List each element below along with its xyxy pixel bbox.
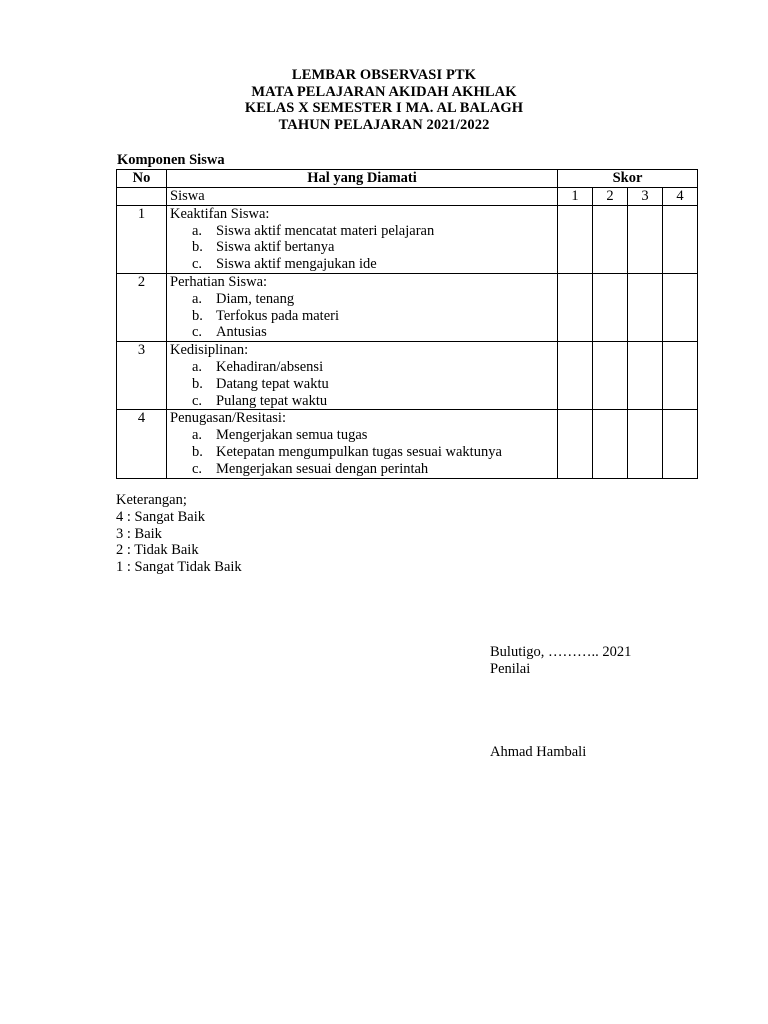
observation-title: Keaktifan Siswa: <box>170 205 270 222</box>
title-line: LEMBAR OBSERVASI PTK <box>291 67 477 83</box>
item-text: Ketepatan mengumpulkan tugas sesuai waktunya <box>216 443 502 460</box>
table-row <box>117 273 698 341</box>
item-text: Mengerjakan sesuai dengan perintah <box>216 460 429 477</box>
document-title <box>0 67 768 133</box>
score-cell[interactable] <box>628 342 663 410</box>
observation-item <box>170 376 557 393</box>
observation-item <box>170 324 557 341</box>
observation-cell <box>167 205 558 273</box>
observation-item <box>170 427 557 444</box>
item-text: Diam, tenang <box>216 290 295 307</box>
column-header-no: No <box>117 170 167 188</box>
signer-role: Penilai <box>490 661 531 677</box>
row-number: 4 <box>117 410 167 478</box>
column-header-hal: Hal yang Diamati <box>167 170 558 188</box>
row-number: 2 <box>117 273 167 341</box>
score-cell[interactable] <box>593 205 628 273</box>
observation-item <box>170 256 557 273</box>
score-cell[interactable] <box>663 410 698 478</box>
score-cell[interactable] <box>663 205 698 273</box>
item-text: Antusias <box>216 324 267 341</box>
item-text: Siswa aktif bertanya <box>216 239 335 256</box>
observation-title: Perhatian Siswa: <box>170 273 268 290</box>
score-cell[interactable] <box>628 273 663 341</box>
subheader-siswa: Siswa <box>167 188 558 206</box>
observation-table <box>116 169 698 479</box>
item-letter: a. <box>192 358 203 375</box>
score-cell[interactable] <box>628 205 663 273</box>
item-text: Pulang tepat waktu <box>216 392 328 409</box>
table-row <box>117 410 698 478</box>
title-line: TAHUN PELAJARAN 2021/2022 <box>278 116 490 133</box>
item-text: Mengerjakan semua tugas <box>216 427 368 444</box>
table-subheader-row <box>117 188 698 206</box>
observation-title: Kedisiplinan: <box>170 342 249 359</box>
observation-cell <box>167 273 558 341</box>
item-letter: b. <box>192 307 203 324</box>
item-letter: b. <box>192 239 203 256</box>
score-cell[interactable] <box>593 342 628 410</box>
item-letter: b. <box>192 443 203 460</box>
score-cell[interactable] <box>558 342 593 410</box>
score-header-1: 1 <box>558 188 593 206</box>
score-cell[interactable] <box>593 273 628 341</box>
legend-item: 2 : Tidak Baik <box>116 542 199 559</box>
observation-cell <box>167 342 558 410</box>
item-letter: b. <box>192 375 203 392</box>
row-number: 3 <box>117 342 167 410</box>
title-line: MATA PELAJARAN AKIDAH AKHLAK <box>251 83 517 100</box>
observation-item <box>170 308 557 325</box>
observation-title: Penugasan/Resitasi: <box>170 410 286 427</box>
legend-item: 3 : Baik <box>116 525 162 542</box>
item-letter: c. <box>192 392 203 409</box>
score-header-2: 2 <box>593 188 628 206</box>
signature-block <box>490 644 631 678</box>
item-letter: c. <box>192 324 203 341</box>
legend <box>116 492 242 576</box>
observation-item <box>170 461 557 478</box>
item-text: Siswa aktif mencatat materi pelajaran <box>216 222 435 239</box>
legend-item: 1 : Sangat Tidak Baik <box>116 559 242 576</box>
score-cell[interactable] <box>558 410 593 478</box>
score-cell[interactable] <box>663 273 698 341</box>
observation-item <box>170 239 557 256</box>
observation-item <box>170 444 557 461</box>
item-text: Siswa aktif mengajukan ide <box>216 256 377 273</box>
row-number: 1 <box>117 205 167 273</box>
observation-item <box>170 291 557 308</box>
item-letter: c. <box>192 460 203 477</box>
legend-item: 4 : Sangat Baik <box>116 508 206 525</box>
item-text: Kehadiran/absensi <box>216 358 324 375</box>
signer-name: Ahmad Hambali <box>490 744 587 760</box>
observation-item <box>170 359 557 376</box>
title-line: KELAS X SEMESTER I MA. AL BALAGH <box>244 100 524 116</box>
observation-cell <box>167 410 558 478</box>
section-label: Komponen Siswa <box>117 152 225 168</box>
subheader-empty-cell <box>117 188 167 206</box>
place-date: Bulutigo, ……….. 2021 <box>490 644 632 660</box>
score-cell[interactable] <box>593 410 628 478</box>
item-letter: a. <box>192 290 203 307</box>
item-letter: a. <box>192 222 203 239</box>
table-header-row <box>117 170 698 188</box>
column-header-skor: Skor <box>558 170 698 188</box>
table-row <box>117 342 698 410</box>
score-cell[interactable] <box>558 273 593 341</box>
item-letter: a. <box>192 427 203 444</box>
item-text: Datang tepat waktu <box>216 375 329 392</box>
score-cell[interactable] <box>663 342 698 410</box>
score-header-3: 3 <box>628 188 663 206</box>
score-cell[interactable] <box>558 205 593 273</box>
score-header-4: 4 <box>663 188 698 206</box>
item-text: Terfokus pada materi <box>216 307 339 324</box>
legend-title: Keterangan; <box>116 492 187 508</box>
observation-item <box>170 223 557 240</box>
table-row <box>117 205 698 273</box>
item-letter: c. <box>192 256 203 273</box>
score-cell[interactable] <box>628 410 663 478</box>
observation-item <box>170 393 557 410</box>
